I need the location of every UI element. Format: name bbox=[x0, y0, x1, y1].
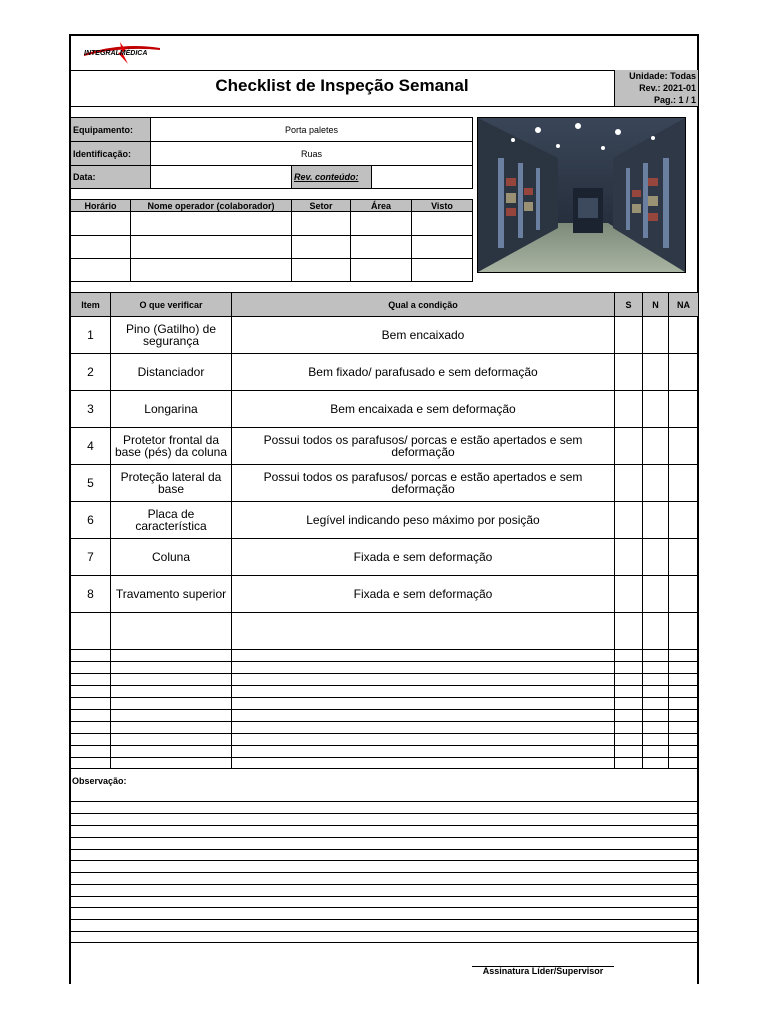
page-title: Checklist de Inspeção Semanal bbox=[215, 76, 469, 95]
empty-cell[interactable] bbox=[615, 746, 643, 758]
check-n[interactable] bbox=[643, 317, 669, 354]
empty-cell[interactable] bbox=[615, 662, 643, 674]
item-condition: Legível indicando peso máximo por posição bbox=[232, 502, 615, 539]
check-na[interactable] bbox=[669, 502, 699, 539]
empty-cell[interactable] bbox=[615, 710, 643, 722]
check-n[interactable] bbox=[643, 391, 669, 428]
operator-area-cell[interactable] bbox=[351, 236, 412, 259]
checklist-empty-row bbox=[71, 734, 699, 746]
checklist-empty-row bbox=[71, 698, 699, 710]
checklist-header-n: N bbox=[643, 293, 669, 317]
item-what: Distanciador bbox=[111, 354, 232, 391]
empty-cell[interactable] bbox=[669, 698, 699, 710]
checklist-row bbox=[71, 354, 699, 391]
empty-cell[interactable] bbox=[232, 674, 615, 686]
empty-cell[interactable] bbox=[232, 722, 615, 734]
checklist-header-condition: Qual a condição bbox=[232, 293, 615, 317]
check-s[interactable] bbox=[615, 539, 643, 576]
empty-cell[interactable] bbox=[71, 710, 111, 722]
check-n[interactable] bbox=[643, 576, 669, 613]
checklist-row bbox=[71, 539, 699, 576]
empty-cell[interactable] bbox=[615, 674, 643, 686]
empty-cell[interactable] bbox=[643, 613, 669, 650]
equipment-field[interactable]: Porta paletes bbox=[151, 118, 473, 142]
empty-cell[interactable] bbox=[111, 662, 232, 674]
identification-field[interactable]: Ruas bbox=[151, 142, 473, 166]
operator-sector-cell[interactable] bbox=[292, 236, 351, 259]
equipment-info-table bbox=[70, 117, 473, 189]
checklist-row bbox=[71, 317, 699, 354]
item-what: Travamento superior bbox=[111, 576, 232, 613]
item-what: Protetor frontal da base (pés) da coluna bbox=[111, 428, 232, 465]
operator-area-cell[interactable] bbox=[351, 259, 412, 282]
empty-cell[interactable] bbox=[71, 698, 111, 710]
check-n[interactable] bbox=[643, 539, 669, 576]
empty-cell[interactable] bbox=[615, 758, 643, 769]
item-condition: Bem fixado/ parafusado e sem deformação bbox=[232, 354, 615, 391]
check-n[interactable] bbox=[643, 502, 669, 539]
checklist-row bbox=[71, 576, 699, 613]
checklist-empty-row bbox=[71, 674, 699, 686]
check-na[interactable] bbox=[669, 539, 699, 576]
checklist-empty-row bbox=[71, 758, 699, 769]
item-condition: Possui todos os parafusos/ porcas e estão apertados e sem deformação bbox=[232, 428, 615, 465]
empty-cell[interactable] bbox=[669, 662, 699, 674]
empty-cell[interactable] bbox=[232, 710, 615, 722]
checklist-row bbox=[71, 465, 699, 502]
empty-cell[interactable] bbox=[669, 710, 699, 722]
operator-time-cell[interactable] bbox=[71, 259, 131, 282]
operators-header-area: Área bbox=[351, 200, 412, 212]
operators-header-name: Nome operador (colaborador) bbox=[131, 200, 292, 212]
rev-content-field[interactable] bbox=[372, 166, 473, 189]
rev-content-label: Rev. conteúdo: bbox=[292, 166, 372, 189]
item-what: Proteção lateral da base bbox=[111, 465, 232, 502]
empty-cell[interactable] bbox=[71, 650, 111, 662]
empty-cell[interactable] bbox=[643, 686, 669, 698]
operator-sector-cell[interactable] bbox=[292, 259, 351, 282]
item-number: 5 bbox=[71, 465, 111, 502]
empty-cell[interactable] bbox=[615, 613, 643, 650]
empty-cell[interactable] bbox=[71, 722, 111, 734]
svg-text:INTEGRALMÉDICA: INTEGRALMÉDICA bbox=[84, 50, 148, 57]
empty-cell[interactable] bbox=[111, 686, 232, 698]
item-number: 2 bbox=[71, 354, 111, 391]
operator-visto-cell[interactable] bbox=[412, 259, 473, 282]
operators-table bbox=[70, 199, 473, 282]
check-na[interactable] bbox=[669, 465, 699, 502]
operator-row bbox=[71, 236, 473, 259]
check-n[interactable] bbox=[643, 465, 669, 502]
empty-cell[interactable] bbox=[669, 613, 699, 650]
item-what: Placa de característica bbox=[111, 502, 232, 539]
empty-cell[interactable] bbox=[669, 746, 699, 758]
empty-cell[interactable] bbox=[232, 698, 615, 710]
operator-visto-cell[interactable] bbox=[412, 236, 473, 259]
empty-cell[interactable] bbox=[232, 746, 615, 758]
item-condition: Bem encaixado bbox=[232, 317, 615, 354]
empty-cell[interactable] bbox=[643, 662, 669, 674]
check-n[interactable] bbox=[643, 428, 669, 465]
signature-label: Assinatura Líder/Supervisor bbox=[482, 966, 604, 976]
checklist-empty-row bbox=[71, 662, 699, 674]
item-number: 7 bbox=[71, 539, 111, 576]
item-what: Coluna bbox=[111, 539, 232, 576]
empty-cell[interactable] bbox=[669, 650, 699, 662]
empty-cell[interactable] bbox=[71, 674, 111, 686]
item-number: 4 bbox=[71, 428, 111, 465]
empty-cell[interactable] bbox=[232, 734, 615, 746]
empty-cell[interactable] bbox=[232, 758, 615, 769]
check-s[interactable] bbox=[615, 576, 643, 613]
check-s[interactable] bbox=[615, 502, 643, 539]
operators-header-visto: Visto bbox=[412, 200, 473, 212]
empty-cell[interactable] bbox=[643, 734, 669, 746]
operators-header-sector: Setor bbox=[292, 200, 351, 212]
checklist-header-item: Item bbox=[71, 293, 111, 317]
empty-cell[interactable] bbox=[669, 674, 699, 686]
item-number: 3 bbox=[71, 391, 111, 428]
empty-cell[interactable] bbox=[111, 722, 232, 734]
check-s[interactable] bbox=[615, 465, 643, 502]
check-s[interactable] bbox=[615, 317, 643, 354]
empty-cell[interactable] bbox=[71, 686, 111, 698]
empty-cell[interactable] bbox=[669, 722, 699, 734]
empty-cell[interactable] bbox=[643, 722, 669, 734]
page-number-text: Pag.: 1 / 1 bbox=[653, 95, 696, 105]
operator-time-cell[interactable] bbox=[71, 236, 131, 259]
check-n[interactable] bbox=[643, 354, 669, 391]
operator-sector-cell[interactable] bbox=[292, 212, 351, 236]
item-number: 6 bbox=[71, 502, 111, 539]
empty-cell[interactable] bbox=[232, 686, 615, 698]
empty-cell[interactable] bbox=[643, 746, 669, 758]
check-na[interactable] bbox=[669, 576, 699, 613]
checklist-header-s: S bbox=[615, 293, 643, 317]
empty-cell[interactable] bbox=[615, 734, 643, 746]
check-na[interactable] bbox=[669, 391, 699, 428]
checklist-empty-row bbox=[71, 722, 699, 734]
operator-name-cell[interactable] bbox=[131, 259, 292, 282]
equipment-label: Equipamento: bbox=[71, 118, 151, 142]
operator-time-cell[interactable] bbox=[71, 212, 131, 236]
identification-label: Identificação: bbox=[71, 142, 151, 166]
item-number: 1 bbox=[71, 317, 111, 354]
checklist-header-what: O que verificar bbox=[111, 293, 232, 317]
empty-cell[interactable] bbox=[643, 710, 669, 722]
unit-text: Unidade: Todas bbox=[629, 71, 696, 81]
item-condition: Fixada e sem deformação bbox=[232, 539, 615, 576]
empty-cell[interactable] bbox=[615, 722, 643, 734]
empty-cell[interactable] bbox=[71, 734, 111, 746]
empty-cell[interactable] bbox=[71, 746, 111, 758]
empty-cell[interactable] bbox=[643, 650, 669, 662]
checklist-empty-row bbox=[71, 613, 699, 650]
check-s[interactable] bbox=[615, 428, 643, 465]
empty-cell[interactable] bbox=[643, 758, 669, 769]
empty-cell[interactable] bbox=[232, 650, 615, 662]
empty-cell[interactable] bbox=[669, 758, 699, 769]
empty-cell[interactable] bbox=[111, 650, 232, 662]
empty-cell[interactable] bbox=[669, 734, 699, 746]
revision-text: Rev.: 2021-01 bbox=[639, 83, 696, 93]
item-condition: Possui todos os parafusos/ porcas e estão apertados e sem deformação bbox=[232, 465, 615, 502]
item-condition: Bem encaixada e sem deformação bbox=[232, 391, 615, 428]
checklist-table bbox=[70, 292, 699, 769]
empty-cell[interactable] bbox=[643, 698, 669, 710]
item-number: 8 bbox=[71, 576, 111, 613]
company-logo bbox=[82, 40, 162, 66]
empty-cell[interactable] bbox=[643, 674, 669, 686]
operators-header-time: Horário bbox=[71, 200, 131, 212]
empty-cell[interactable] bbox=[669, 686, 699, 698]
operator-row bbox=[71, 259, 473, 282]
check-s[interactable] bbox=[615, 354, 643, 391]
operator-row bbox=[71, 212, 473, 236]
warehouse-photo bbox=[477, 117, 686, 273]
empty-cell[interactable] bbox=[232, 613, 615, 650]
observation-label: Observação: bbox=[72, 776, 127, 786]
check-na[interactable] bbox=[669, 317, 699, 354]
empty-cell[interactable] bbox=[111, 710, 232, 722]
empty-cell[interactable] bbox=[111, 674, 232, 686]
checklist-row bbox=[71, 391, 699, 428]
checklist-row bbox=[71, 428, 699, 465]
checklist-header-na: NA bbox=[669, 293, 699, 317]
item-condition: Fixada e sem deformação bbox=[232, 576, 615, 613]
empty-cell[interactable] bbox=[111, 698, 232, 710]
empty-cell[interactable] bbox=[232, 662, 615, 674]
empty-cell[interactable] bbox=[71, 662, 111, 674]
checklist-empty-row bbox=[71, 746, 699, 758]
empty-cell[interactable] bbox=[615, 686, 643, 698]
item-what: Longarina bbox=[111, 391, 232, 428]
item-what: Pino (Gatilho) de segurança bbox=[111, 317, 232, 354]
operator-name-cell[interactable] bbox=[131, 236, 292, 259]
checklist-empty-row bbox=[71, 650, 699, 662]
checklist-empty-row bbox=[71, 710, 699, 722]
operator-area-cell[interactable] bbox=[351, 212, 412, 236]
operator-name-cell[interactable] bbox=[131, 212, 292, 236]
checklist-row bbox=[71, 502, 699, 539]
empty-cell[interactable] bbox=[111, 758, 232, 769]
empty-cell[interactable] bbox=[615, 650, 643, 662]
empty-cell[interactable] bbox=[615, 698, 643, 710]
date-field[interactable] bbox=[151, 166, 292, 189]
operator-visto-cell[interactable] bbox=[412, 212, 473, 236]
check-s[interactable] bbox=[615, 391, 643, 428]
empty-cell[interactable] bbox=[111, 734, 232, 746]
empty-cell[interactable] bbox=[111, 746, 232, 758]
empty-cell[interactable] bbox=[71, 758, 111, 769]
document-meta-box bbox=[614, 70, 698, 106]
empty-cell[interactable] bbox=[111, 613, 232, 650]
date-label: Data: bbox=[71, 166, 151, 189]
check-na[interactable] bbox=[669, 428, 699, 465]
check-na[interactable] bbox=[669, 354, 699, 391]
empty-cell[interactable] bbox=[71, 613, 111, 650]
checklist-empty-row bbox=[71, 686, 699, 698]
